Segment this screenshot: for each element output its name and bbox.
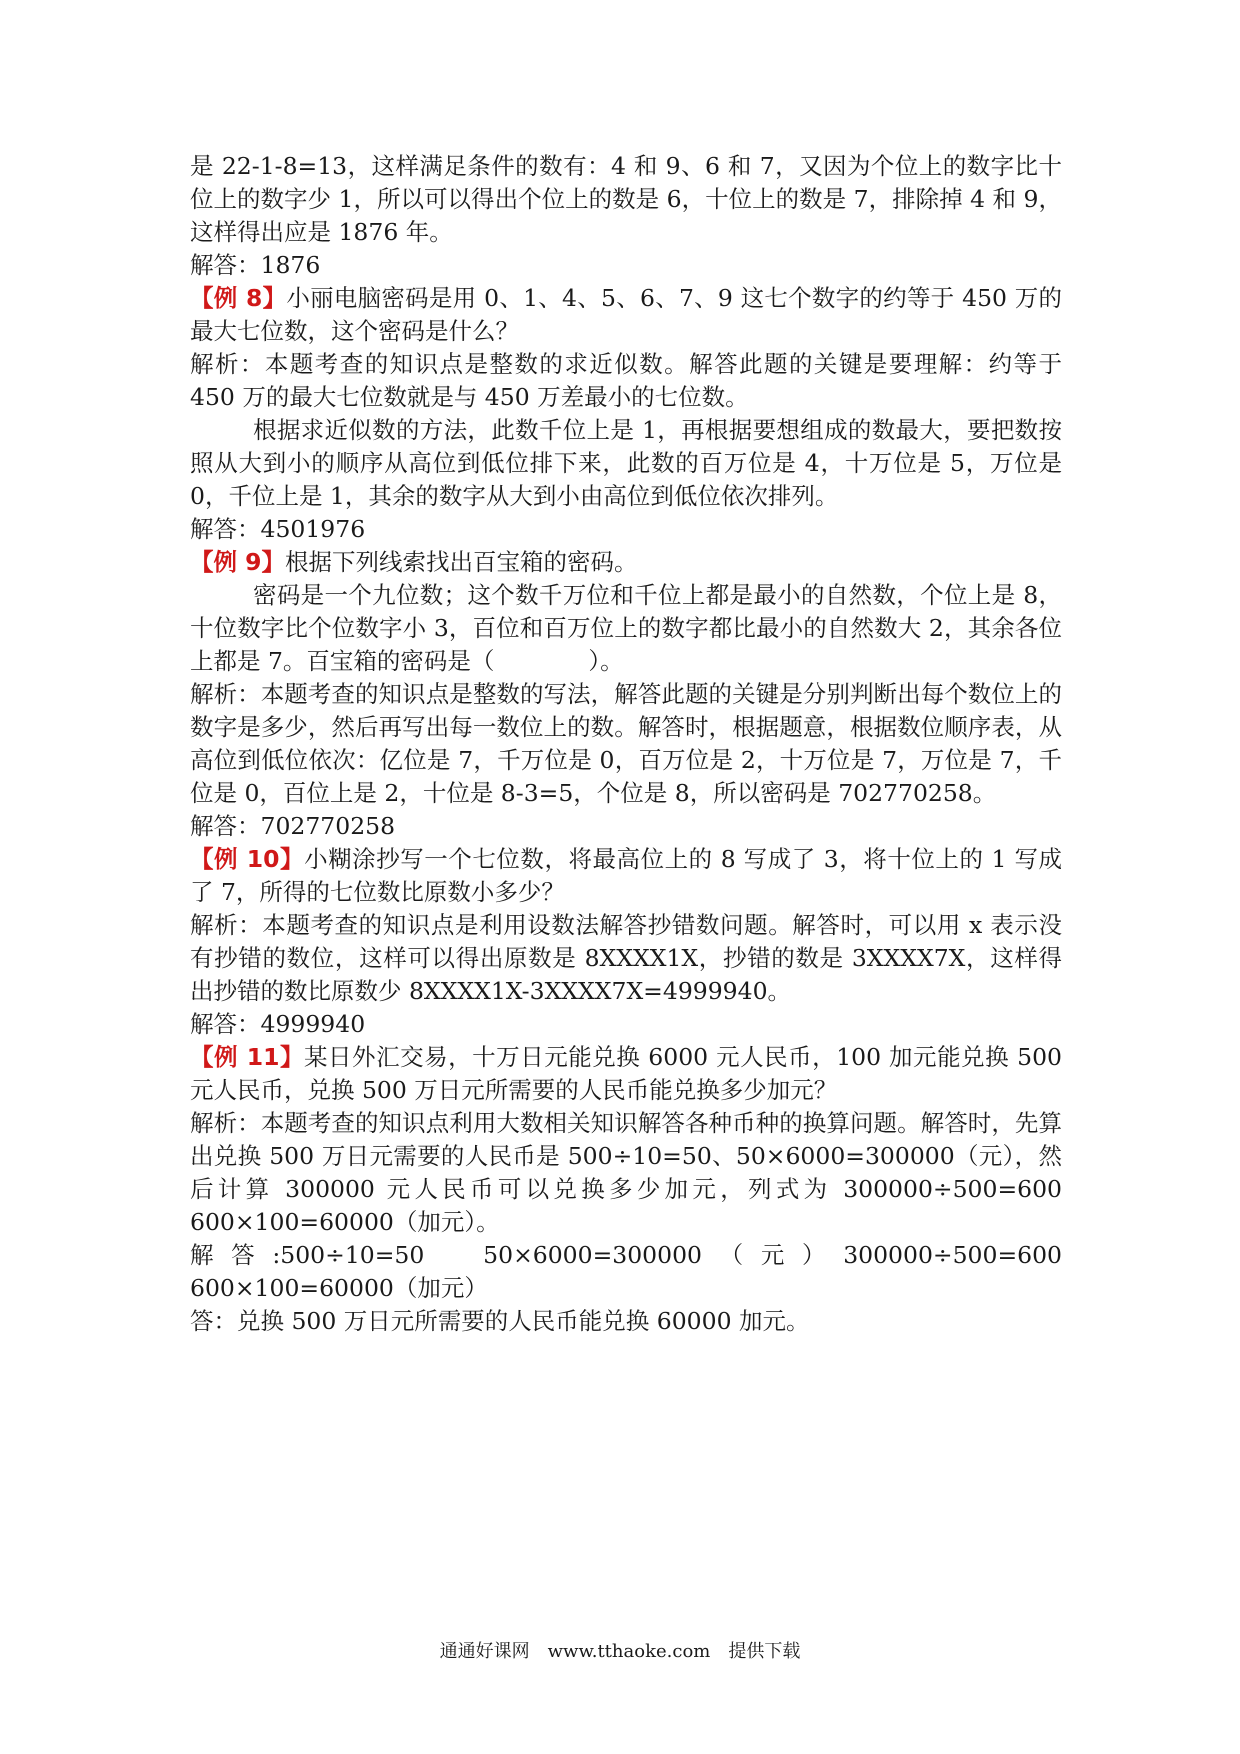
answer-text: 解答:500÷10=50 50×6000=300000（元）300000÷500=600 600×100=60000（加元） — [190, 1241, 1086, 1302]
question-text: 某日外汇交易，十万日元能兑换 6000 元人民币，100 加元能兑换 500 元人民币，兑换 500 万日元所需要的人民币能兑换多少加元？ — [190, 1043, 1062, 1104]
final-answer-text: 答：兑换 500 万日元所需要的人民币能兑换 60000 加元。 — [190, 1307, 810, 1335]
paragraph-text: 是 22-1-8=13，这样满足条件的数有：4 和 9、6 和 7，又因为个位上的数字比十位上的数字少 1，所以可以得出个位上的数是 6，十位上的数是 7，排除掉 4 和 9，这样得出应是 1876 年。 — [190, 152, 1062, 246]
analysis-paragraph — [190, 1107, 1086, 1239]
analysis-text: 解析：本题考查的知识点是利用设数法解答抄错数问题。解答时，可以用 x 表示没有抄错的数位，这样可以得出原数是 8XXXX1X，抄错的数是 3XXXX7X，这样得出抄错的数比原数少 8XXXX1X-3XXXX7X=4999940。 — [190, 911, 1062, 1005]
analysis-text: 根据求近似数的方法，此数千位上是 1，再根据要想组成的数最大，要把数按照从大到小的顺序从高位到低位排下来，此数的百万位是 4，十万位是 5，万位是 0，千位上是 1，其余的数字从大到小由高位到低位依次排列。 — [190, 416, 1062, 510]
example-label: 【例 8】 — [190, 284, 287, 312]
answer-line — [190, 1239, 1086, 1305]
question-paragraph — [190, 579, 1062, 678]
analysis-paragraph — [190, 909, 1062, 1008]
analysis-text: 解析：本题考查的知识点是整数的写法，解答此题的关键是分别判断出每个数位上的数字是多少，然后再写出每一数位上的数。解答时，根据题意，根据数位顺序表，从高位到低位依次：亿位是 7，千万位是 0，百万位是 2，十万位是 7，万位是 7，千位是 0，百位上是 2，十位是 8-3=5，个位是 8，所以密码是 702770258。 — [190, 680, 1062, 807]
answer-text: 解答：4501976 — [190, 515, 366, 543]
analysis-paragraph — [190, 678, 1062, 810]
analysis-text: 解析：本题考查的知识点利用大数相关知识解答各种币种的换算问题。解答时，先算出兑换 500 万日元需要的人民币是 500÷10=50、50×6000=300000（元），然后计算 300000 元人民币可以兑换多少加元，列式为 300000÷500=600 600×100=60000（加元）。 — [190, 1109, 1086, 1236]
question-text: 密码是一个九位数；这个数千万位和千位上都是最小的自然数，个位上是 8，十位数字比个位数字小 3，百位和百万位上的数字都比最小的自然数大 2，其余各位上都是 7。百宝箱的密码是（ ）。 — [190, 581, 1062, 675]
analysis-paragraph — [190, 348, 1062, 414]
answer-text: 解答：702770258 — [190, 812, 396, 840]
example-11-question — [190, 1041, 1062, 1107]
paragraph-continuation — [190, 150, 1062, 249]
example-10-question — [190, 843, 1062, 909]
question-text: 小丽电脑密码是用 0、1、4、5、6、7、9 这七个数字的约等于 450 万的最大七位数，这个密码是什么？ — [190, 284, 1062, 345]
answer-line — [190, 1008, 1062, 1041]
example-label: 【例 9】 — [190, 548, 286, 576]
analysis-text: 解析：本题考查的知识点是整数的求近似数。解答此题的关键是要理解：约等于 450 万的最大七位数就是与 450 万差最小的七位数。 — [190, 350, 1062, 411]
answer-text: 解答：4999940 — [190, 1010, 366, 1038]
example-label: 【例 11】 — [190, 1043, 304, 1071]
answer-text: 解答：1876 — [190, 251, 321, 279]
answer-line — [190, 513, 1062, 546]
example-label: 【例 10】 — [190, 845, 305, 873]
example-8-question — [190, 282, 1062, 348]
answer-line — [190, 810, 1062, 843]
analysis-paragraph — [190, 414, 1062, 513]
question-text: 小糊涂抄写一个七位数，将最高位上的 8 写成了 3，将十位上的 1 写成了 7，所得的七位数比原数小多少？ — [190, 845, 1062, 906]
final-answer-line — [190, 1305, 1062, 1338]
answer-line — [190, 249, 1062, 282]
question-text: 根据下列线索找出百宝箱的密码。 — [285, 548, 638, 576]
page-footer — [0, 1637, 1240, 1663]
example-9-question — [190, 546, 1062, 579]
document-body — [190, 150, 1086, 1338]
footer-text: 通通好课网 www.tthaoke.com 提供下载 — [439, 1641, 801, 1662]
